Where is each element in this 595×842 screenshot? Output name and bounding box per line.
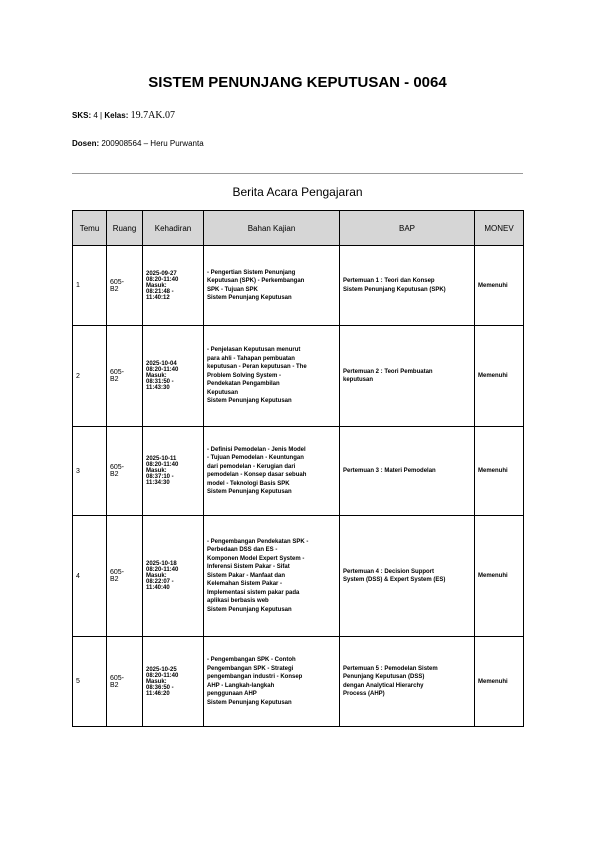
cell-temu: 3 — [73, 427, 107, 516]
cell-ruang — [107, 246, 143, 326]
bahan-line: Perbedaan DSS dan ES - — [207, 547, 278, 554]
kehadiran-line: 08:21:48 - — [146, 288, 174, 295]
header-bahan-kajian: Bahan Kajian — [204, 211, 340, 246]
bahan-line: pemodelan - Konsep dasar sebuah — [207, 472, 307, 478]
lecturer-info — [72, 139, 204, 148]
cell-temu: 5 — [73, 637, 107, 727]
kehadiran-line: Masuk: — [146, 282, 167, 289]
bap-line: System (DSS) & Expert System (ES) — [343, 577, 446, 583]
bap-line: Pertemuan 1 : Teori dan Konsep — [343, 278, 435, 284]
kehadiran-line: 2025-09-27 — [146, 270, 177, 277]
cell-bahan-kajian — [204, 326, 340, 427]
dosen-value: 200908564 – Heru Purwanta — [101, 139, 204, 148]
header-bap: BAP — [340, 211, 475, 246]
bahan-line: - Tujuan Pemodelan - Keuntungan — [207, 455, 304, 461]
kehadiran-line: 2025-10-04 — [146, 361, 177, 367]
bahan-line: - Pengembangan Pendekatan SPK - — [207, 538, 309, 545]
cell-bap — [340, 246, 475, 326]
table-header-row — [73, 211, 524, 246]
cell-bahan-kajian — [204, 516, 340, 637]
bahan-line: Pendekatan Pengambilan — [207, 381, 280, 388]
cell-monev: Memenuhi — [475, 637, 524, 727]
kehadiran-line: 08:37:10 - — [146, 474, 174, 480]
cell-kehadiran — [143, 637, 204, 727]
course-info — [72, 110, 175, 121]
cell-ruang — [107, 427, 143, 516]
kehadiran-line: Masuk: — [146, 373, 167, 379]
cell-bap — [340, 637, 475, 727]
kehadiran-line: 08:20-11:40 — [146, 462, 179, 468]
bahan-line: SPK - Tujuan SPK — [207, 286, 258, 293]
kehadiran-line: 08:20-11:40 — [146, 672, 179, 679]
bahan-line: Komponen Model Expert System - — [207, 555, 305, 562]
sks-value: 4 — [93, 111, 98, 120]
kehadiran-line: 11:34:30 — [146, 480, 170, 486]
kehadiran-line: Masuk: — [146, 468, 167, 474]
bahan-line: Keputusan (SPK) - Perkembangan — [207, 278, 305, 284]
table-row — [73, 326, 524, 427]
bahan-line: keputusan - Peran keputusan - The — [207, 364, 307, 371]
ruang-line: B2 — [110, 285, 119, 293]
bahan-line: para ahli - Tahapan pembuatan — [207, 355, 295, 362]
bahan-line: model - Teknologi Basis SPK — [207, 480, 290, 487]
cell-bap — [340, 326, 475, 427]
kehadiran-line: Masuk: — [146, 678, 167, 685]
cell-kehadiran — [143, 326, 204, 427]
bahan-line: Inferensi Sistem Pakar - Sifat — [207, 564, 290, 571]
cell-bap — [340, 516, 475, 637]
divider — [72, 173, 523, 174]
ruang-line: 605- — [110, 369, 125, 376]
bahan-line: Implementasi sistem pakar pada — [207, 589, 300, 596]
bap-line: Pertemuan 4 : Decision Support — [343, 568, 435, 575]
ruang-line: 605- — [110, 464, 125, 471]
bahan-line: AHP - Langkah-langkah — [207, 682, 275, 689]
kehadiran-line: 11:40:40 — [146, 585, 170, 591]
header-temu: Temu — [73, 211, 107, 246]
cell-bahan-kajian — [204, 246, 340, 326]
bap-line: Pertemuan 3 : Materi Pemodelan — [343, 467, 436, 474]
cell-ruang — [107, 326, 143, 427]
bahan-line: penggunaan AHP — [207, 691, 257, 697]
header-monev: MONEV — [475, 211, 524, 246]
header-kehadiran: Kehadiran — [143, 211, 204, 246]
bahan-line: - Definisi Pemodelan - Jenis Model — [207, 446, 306, 453]
cell-bahan-kajian — [204, 427, 340, 516]
ruang-line: 605- — [110, 674, 125, 682]
bahan-line: Sistem Penunjang Keputusan — [207, 398, 292, 405]
table-row — [73, 637, 524, 727]
bap-line: dengan Analytical Hierarchy — [343, 682, 424, 689]
bahan-line: - Penjelasan Keputusan menurut — [207, 347, 301, 354]
cell-temu: 4 — [73, 516, 107, 637]
kehadiran-line: 08:36:50 - — [146, 684, 174, 691]
cell-ruang — [107, 637, 143, 727]
bahan-line: dari pemodelan - Kerugian dari — [207, 463, 296, 470]
bahan-line: Sistem Penunjang Keputusan — [207, 699, 292, 706]
bahan-line: Pengembangan SPK - Strategi — [207, 665, 294, 672]
dosen-label: Dosen: — [72, 139, 100, 148]
bahan-line: Kelemahan Sistem Pakar - — [207, 581, 283, 588]
ruang-line: B2 — [110, 471, 119, 478]
section-title: Berita Acara Pengajaran — [232, 185, 363, 199]
table-row — [73, 246, 524, 326]
kehadiran-line: 08:31:50 - — [146, 379, 174, 385]
ruang-line: 605- — [110, 569, 125, 576]
bap-line: Sistem Penunjang Keputusan (SPK) — [343, 286, 446, 293]
cell-temu: 2 — [73, 326, 107, 427]
bap-line: Pertemuan 5 : Pemodelan Sistem — [343, 665, 438, 672]
separator: | — [100, 111, 103, 120]
kehadiran-line: 08:20-11:40 — [146, 276, 179, 283]
bahan-line: Sistem Pakar - Manfaat dan — [207, 572, 286, 579]
cell-bap — [340, 427, 475, 516]
bap-line: Penunjang Keputusan (DSS) — [343, 674, 425, 680]
table-row — [73, 427, 524, 516]
bahan-line: - Pengembangan SPK - Contoh — [207, 657, 296, 663]
cell-ruang — [107, 516, 143, 637]
kehadiran-line: 2025-10-18 — [146, 561, 177, 567]
kelas-label: Kelas: — [104, 111, 129, 120]
kehadiran-line: 2025-10-25 — [146, 666, 177, 673]
kehadiran-line: 11:40:12 — [146, 294, 170, 301]
sks-label: SKS: — [72, 111, 92, 120]
bahan-line: Sistem Penunjang Keputusan — [207, 489, 292, 495]
kehadiran-line: Masuk: — [146, 573, 167, 579]
kehadiran-line: 11:46:20 — [146, 690, 170, 697]
cell-kehadiran — [143, 246, 204, 326]
cell-monev: Memenuhi — [475, 516, 524, 637]
bahan-line: Sistem Penunjang Keputusan — [207, 295, 292, 301]
cell-monev: Memenuhi — [475, 427, 524, 516]
ruang-line: B2 — [110, 576, 119, 583]
bahan-line: pengembangan industri - Konsep — [207, 674, 303, 680]
kehadiran-line: 08:22:07 - — [146, 579, 174, 585]
cell-monev: Memenuhi — [475, 326, 524, 427]
cell-kehadiran — [143, 516, 204, 637]
bap-line: Pertemuan 2 : Teori Pembuatan — [343, 368, 433, 375]
bahan-line: - Pengertian Sistem Penunjang — [207, 269, 296, 276]
ruang-line: 605- — [110, 278, 125, 286]
header-ruang: Ruang — [107, 211, 143, 246]
kehadiran-line: 08:20-11:40 — [146, 567, 179, 573]
kehadiran-line: 2025-10-11 — [146, 456, 177, 462]
cell-bahan-kajian — [204, 637, 340, 727]
ruang-line: B2 — [110, 376, 119, 383]
cell-temu: 1 — [73, 246, 107, 326]
bahan-line: Keputusan — [207, 389, 239, 396]
bap-line: keputusan — [343, 377, 374, 383]
cell-monev: Memenuhi — [475, 246, 524, 326]
bahan-line: Sistem Penunjang Keputusan — [207, 606, 292, 613]
cell-kehadiran — [143, 427, 204, 516]
ruang-line: B2 — [110, 681, 119, 689]
kelas-value: 19.7AK.07 — [130, 110, 176, 121]
page-title: SISTEM PENUNJANG KEPUTUSAN - 0064 — [148, 74, 447, 91]
table-row — [73, 516, 524, 637]
kehadiran-line: 11:43:30 — [146, 385, 170, 391]
bahan-line: Problem Solving System - — [207, 372, 282, 379]
bap-line: Process (AHP) — [343, 691, 385, 697]
kehadiran-line: 08:20-11:40 — [146, 367, 179, 373]
bahan-line: aplikasi berbasis web — [207, 598, 269, 605]
teaching-record-table — [72, 210, 524, 727]
